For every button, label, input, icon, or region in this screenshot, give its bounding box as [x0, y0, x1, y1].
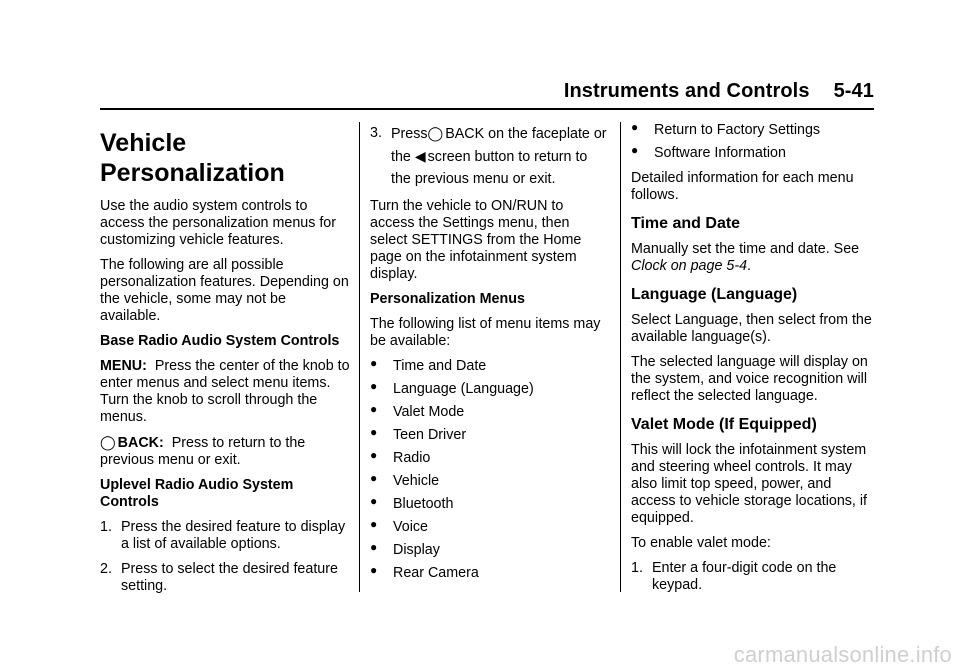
back-label: BACK:: [117, 435, 164, 451]
base-radio-heading: Base Radio Audio System Controls: [100, 333, 340, 349]
personalization-menus-heading: Personalization Menus: [370, 291, 525, 307]
step-item: 1. Enter a four-digit code on the keypad.: [631, 560, 837, 593]
step-item: 3. Press◯ BACK on the faceplate or the ◀ screen button to return to the previous menu or exit.: [370, 125, 607, 187]
section-heading: Vehicle Personalization: [100, 129, 285, 187]
list-item: ● Software Information: [631, 143, 786, 161]
column-2: [370, 122, 610, 588]
column-1: [100, 122, 350, 603]
list-item: ● Time and Date: [370, 356, 487, 374]
bullet-icon: ●: [631, 143, 639, 157]
column-3: [631, 122, 876, 602]
list-intro: The following list of menu items may be available:: [370, 316, 601, 349]
list-item: ● Valet Mode: [370, 402, 465, 420]
bullet-icon: ●: [370, 563, 378, 577]
valet-paragraph-2: To enable valet mode:: [631, 535, 771, 551]
list-item: ● Display: [370, 540, 440, 558]
bullet-icon: ●: [370, 425, 378, 439]
bullet-icon: ●: [370, 540, 378, 554]
valet-paragraph-1: This will lock the infotainment system and steering wheel controls. It may also limit top speed, power, and access to vehicle storage locations, if equipped.: [631, 442, 868, 526]
clock-page-reference: Clock on page 5-4: [631, 258, 748, 274]
back-paragraph: ◯ BACK: Press to return to the previous menu or exit.: [100, 434, 306, 468]
uplevel-radio-heading: Uplevel Radio Audio System Controls: [100, 477, 294, 510]
bullet-icon: ●: [370, 356, 378, 370]
list-item: ● Vehicle: [370, 471, 440, 489]
language-paragraph-2: The selected language will display on the system, and voice recognition will reflect the selected language.: [631, 354, 868, 404]
time-paragraph: Manually set the time and date. See Clock on page 5-4.: [631, 241, 860, 274]
details-paragraph: Detailed information for each menu follows.: [631, 170, 854, 203]
bullet-icon: ●: [370, 379, 378, 393]
bullet-icon: ●: [370, 517, 378, 531]
features-paragraph: The following are all possible personalization features. Depending on the vehicle, some may not be available.: [100, 257, 349, 324]
page-header: [564, 80, 874, 103]
step-item: 1. Press the desired feature to display a list of available options.: [100, 519, 346, 552]
section-title: Instruments and Controls: [563, 80, 810, 102]
bullet-icon: ●: [370, 494, 378, 508]
language-paragraph-1: Select Language, then select from the available language(s).: [631, 312, 872, 345]
step-item: 2. Press to select the desired feature setting.: [100, 561, 338, 594]
list-item: ● Rear Camera: [370, 563, 479, 581]
list-item: ● Return to Factory Settings: [631, 120, 821, 138]
screen-back-arrow-icon: ◀: [414, 148, 426, 164]
bullet-icon: ●: [631, 120, 639, 134]
bullet-icon: ●: [370, 471, 378, 485]
list-item: ● Bluetooth: [370, 494, 454, 512]
back-icon: ◯: [100, 434, 116, 450]
page-number: 5-41: [833, 80, 874, 102]
menu-paragraph: MENU: Press the center of the knob to enter menus and select menu items. Turn the knob to scroll through the menus.: [100, 358, 350, 425]
language-heading: Language (Language): [631, 286, 798, 303]
header-rule: [100, 108, 874, 110]
watermark: carmanualsonline.info: [733, 642, 952, 667]
bullet-icon: ●: [370, 448, 378, 462]
settings-paragraph: Turn the vehicle to ON/RUN to access the Settings menu, then select SETTINGS from the Home page on the infotainment system display.: [370, 198, 582, 282]
column-divider: [359, 122, 360, 592]
column-divider: [620, 122, 621, 592]
list-item: ● Radio: [370, 448, 431, 466]
bullet-icon: ●: [370, 402, 378, 416]
menu-label: MENU:: [100, 358, 147, 374]
intro-paragraph: Use the audio system controls to access the personalization menus for customizing vehicle features.: [100, 198, 337, 248]
time-and-date-heading: Time and Date: [631, 215, 741, 232]
back-icon: ◯: [427, 125, 444, 141]
list-item: ● Voice: [370, 517, 428, 535]
list-item: ● Language (Language): [370, 379, 534, 397]
list-item: ● Teen Driver: [370, 425, 467, 443]
valet-mode-heading: Valet Mode (If Equipped): [631, 416, 817, 433]
menu-items-list: [370, 358, 610, 582]
